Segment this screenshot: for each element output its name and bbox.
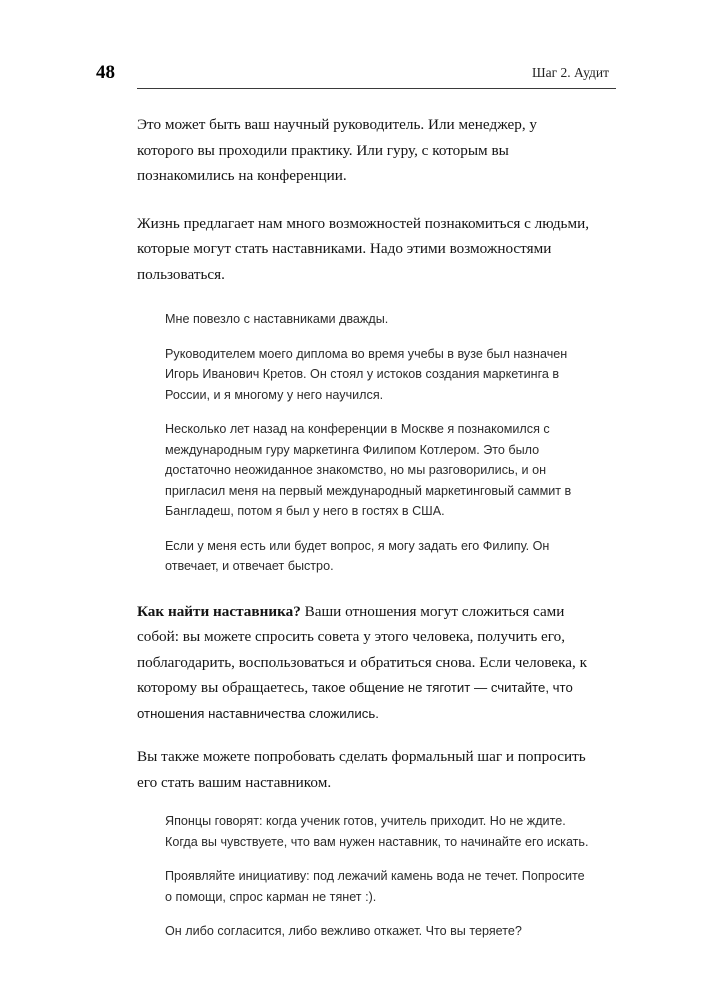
mentor-paragraph-sans: такое общение не тяготит — считайте, что отношения наставничества сложились.	[137, 680, 573, 721]
note-paragraph: Несколько лет назад на конференции в Москве я познакомился с международным гуру маркетинга Филипом Котлером. Это было достаточно неожиданное знакомство, но мы разговорились, и он пригласил меня на первый международный маркетинговый саммит в Бангладеш, потом я был у него в гостях в США.	[165, 422, 572, 518]
note-block-first	[137, 309, 593, 577]
mentor-paragraph-lead: Как найти наставника?	[137, 602, 301, 620]
body-paragraph: Вы также можете попробовать сделать формальный шаг и попросить его стать вашим наставником.	[137, 748, 586, 791]
note-paragraph: Он либо согласится, либо вежливо откажет. Что вы теряете?	[165, 924, 522, 938]
mentor-paragraph	[137, 599, 593, 727]
page-number: 48	[96, 62, 115, 83]
note-paragraph: Руководителем моего диплома во время учебы в вузе был назначен Игорь Иванович Кретов. Он стоял у истоков создания маркетинга в России, и я многому у него научился.	[165, 346, 568, 402]
page-body	[137, 112, 593, 964]
body-paragraph: Жизнь предлагает нам много возможностей познакомиться с людьми, которые могут стать наставниками. Надо этими возможностями пользоваться.	[137, 214, 590, 283]
note-paragraph: Если у меня есть или будет вопрос, я могу задать его Филипу. Он отвечает, и отвечает быстро.	[165, 538, 550, 573]
running-title: Шаг 2. Аудит	[532, 65, 609, 80]
note-paragraph: Японцы говорят: когда ученик готов, учитель приходит. Но не ждите. Когда вы чувствуете, что вам нужен наставник, то начинайте его искать.	[165, 814, 589, 849]
note-paragraph: Мне повезло с наставниками дважды.	[165, 312, 389, 326]
note-block-second	[137, 811, 593, 942]
mentor-paragraph-serif: Ваши отношения могут сложиться сами собой: вы можете спросить совета у этого человека, получить его, поблагодарить, воспользоваться и обратиться снова. Если человека, к которому вы обращаетесь,	[137, 602, 588, 696]
running-head	[96, 62, 615, 88]
note-paragraph: Проявляйте инициативу: под лежачий камень вода не течет. Попросите о помощи, спрос карман не тянет :).	[165, 869, 585, 904]
header-rule	[137, 88, 616, 89]
body-paragraph: Это может быть ваш научный руководитель. Или менеджер, у которого вы проходили практику. Или гуру, с которым вы познакомились на конференции.	[137, 116, 538, 184]
